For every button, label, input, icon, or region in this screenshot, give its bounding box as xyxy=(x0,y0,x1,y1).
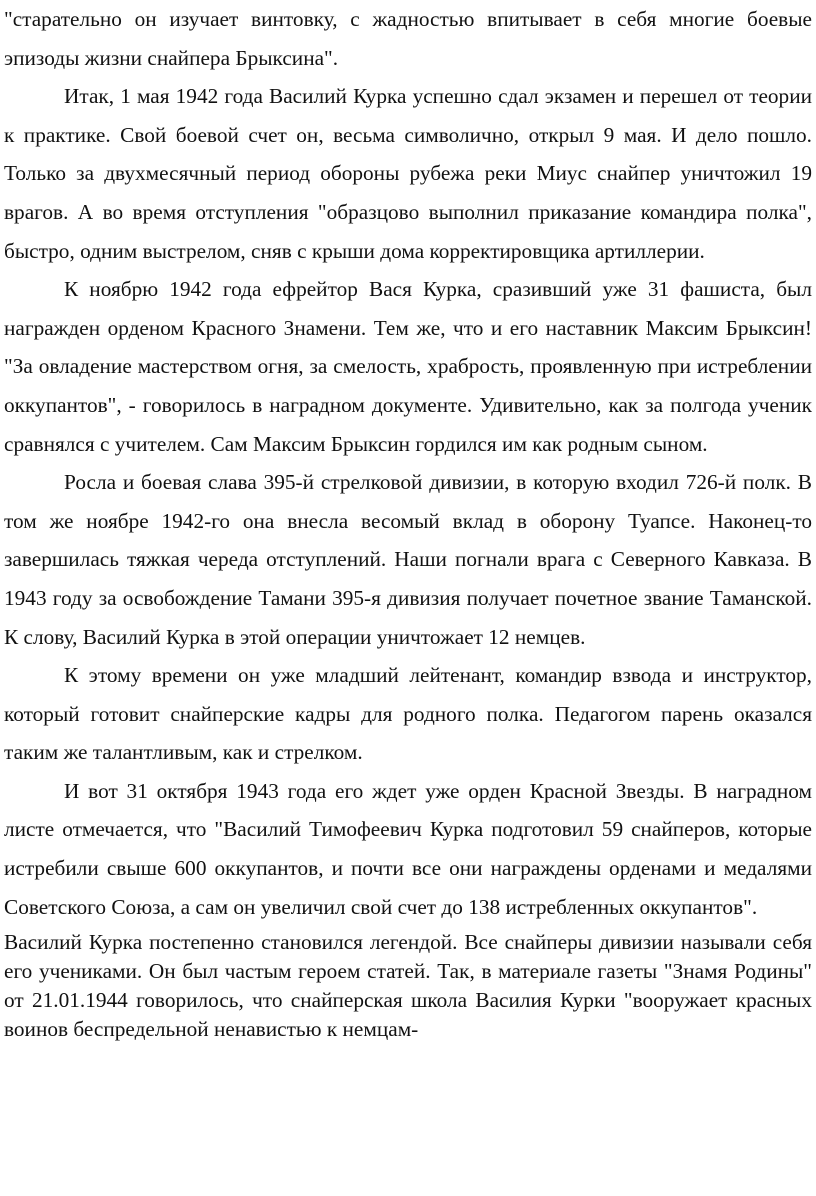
paragraph-2: Итак, 1 мая 1942 года Василий Курка успешно сдал экзамен и перешел от теории к практике. Свой боевой счет он, весьма символично, открыл 9 мая. И дело пошло. Только за двухмесячный период обороны рубежа реки Миус снайпер уничтожил 19 врагов. А во время отступления "образцово выполнил приказание командира полка", быстро, одним выстрелом, сняв с крыши дома корректировщика артиллерии. xyxy=(4,84,812,263)
paragraph-5: К этому времени он уже младший лейтенант, командир взвода и инструктор, который готовит снайперские кадры для родного полка. Педагогом парень оказался таким же талантливым, как и стрелком. xyxy=(4,663,812,765)
paragraph-3: К ноябрю 1942 года ефрейтор Вася Курка, сразивший уже 31 фашиста, был награжден орденом Красного Знамени. Тем же, что и его наставник Максим Брыксин! "За овладение мастерством огня, за смелость, храбрость, проявленную при истреблении оккупантов", - говорилось в наградном документе. Удивительно, как за полгода ученик сравнялся с учителем. Сам Максим Брыксин гордился им как родным сыном. xyxy=(4,277,812,456)
paragraph-4: Росла и боевая слава 395-й стрелковой дивизии, в которую входил 726-й полк. В том же ноябре 1942-го она внесла весомый вклад в оборону Туапсе. Наконец-то завершилась тяжкая череда отступлений. Наши погнали врага с Северного Кавказа. В 1943 году за освобождение Тамани 395-я дивизия получает почетное звание Таманской. К слову, Василий Курка в этой операции уничтожает 12 немцев. xyxy=(4,470,812,649)
paragraph-7: Василий Курка постепенно становился легендой. Все снайперы дивизии называли себя его учениками. Он был частым героем статей. Так, в материале газеты "Знамя Родины" от 21.01.1944 говорилось, что снайперская школа Василия Курки "вооружает красных воинов беспредельной ненавистью к немцам- xyxy=(4,930,812,1042)
paragraph-6: И вот 31 октября 1943 года его ждет уже орден Красной Звезды. В наградном листе отмечается, что "Василий Тимофеевич Курка подготовил 59 снайперов, которые истребили свыше 600 оккупантов, и почти все они награждены орденами и медалями Советского Союза, а сам он увеличил свой счет до 138 истребленных оккупантов". xyxy=(4,778,812,919)
paragraph-1: "старательно он изучает винтовку, с жадностью впитывает в себя многие боевые эпизоды жизни снайпера Брыксина". xyxy=(4,7,812,70)
